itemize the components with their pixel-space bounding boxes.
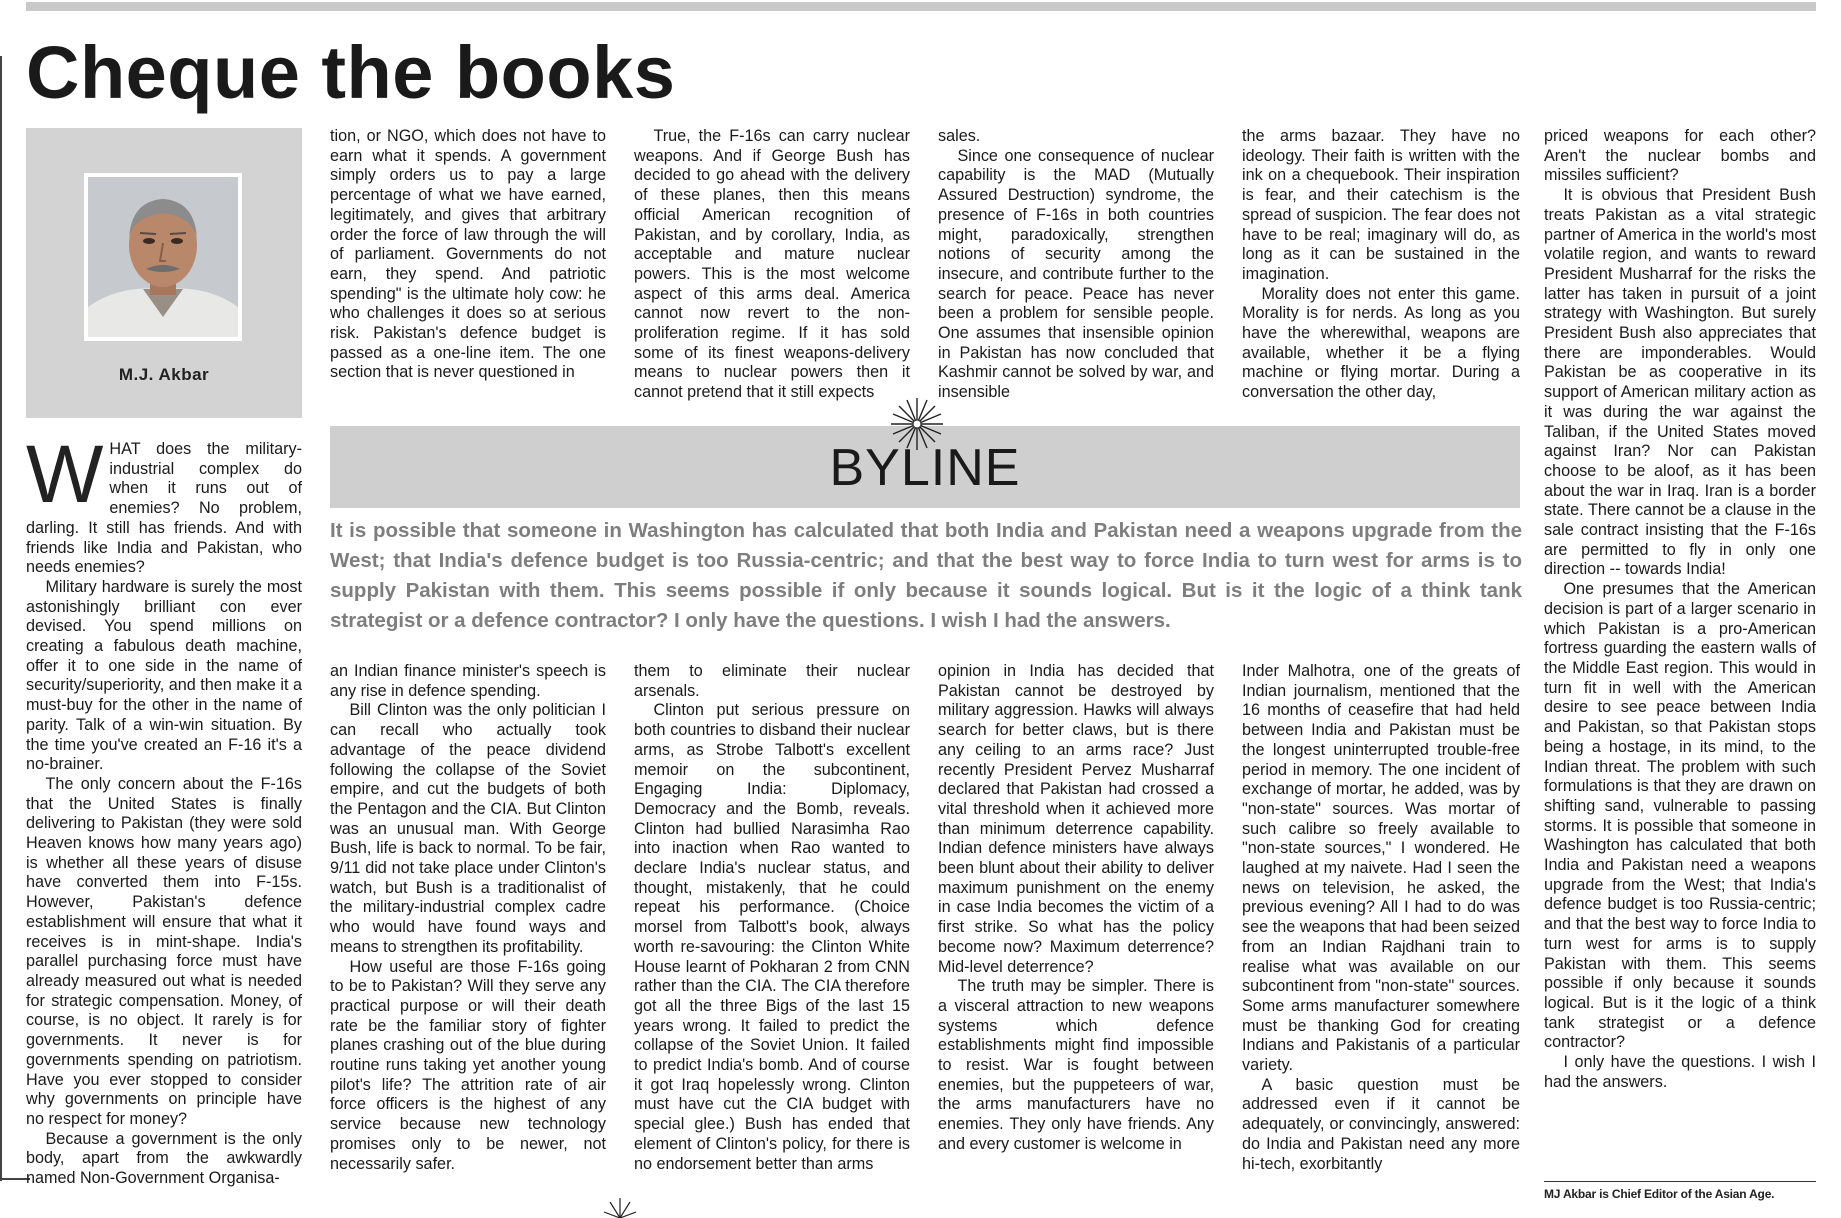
article-column-5-top — [1242, 127, 1520, 403]
paragraph: How useful are those F-16s going to be to Pakistan? Will they serve any practical purpose or will their death rate be the familiar story of fighter planes crashing out of the blue during routine runs taking yet another young pilot's life? The attrition rate of air force officers is the highest of any service because new technology promises only to be newer, not necessarily safer. — [330, 957, 606, 1173]
paragraph: Clinton put serious pressure on both countries to disband their nuclear arms, as Strobe Talbott's excellent memoir on the subcontinent, Engaging India: Diplomacy, Democracy and the Bomb, reveals. Clinton had bullied Narasimha Rao into inaction when Rao wanted to declare India's nuclear status, and thought, mistakenly, that he could repeat his performance. (Choice morsel from Talbott's book, always worth re-savouring: the Clinton White House learnt of Pokharan 2 from CNN rather than the CIA. The CIA therefore got all the three Bigs of the last 15 years wrong. It failed to predict the collapse of the Soviet Union. It failed to predict India's bomb. And of course it got Iraq hopelessly wrong. Clinton must have cut the CIA budget with special glee.) Bush has ended that element of Clinton's policy, for there is no endorsement better than arms — [634, 701, 910, 1173]
author-portrait-image — [88, 177, 238, 337]
paragraph: opinion in India has decided that Pakistan cannot be destroyed by military aggression. Hawks will always search for better claws, but is there any ceiling to an arms race? Just recently President Pervez Musharraf declared that Pakistan had crossed a vital threshold when it achieved more than minimum deterrence capability. Indian defence ministers have always been blunt about their ability to deliver maximum punishment on the enemy in case India becomes the victim of a first strike. So what has the policy become now? Maximum deterrence? Mid-level deterrence? — [938, 662, 1214, 976]
paragraph: The truth may be simpler. There is a visceral attraction to new weapons systems which defence establishments might find impossible to resist. War is fought between enemies, but the puppeteers of war, the arms manufacturers have no enemies. They only have friends. Any and every customer is welcome in — [938, 977, 1214, 1153]
article-column-5-bottom — [1242, 662, 1520, 1174]
section-label: BYLINE — [829, 439, 1021, 497]
paragraph: Military hardware is surely the most astonishingly brilliant con ever devised. You spend millions on creating a fabulous death machine, offer it to one side in the name of security/superiority, and then make it a must-buy for the other in the name of parity. Talk of a win-win situation. By the time you've created an F-16 it's a no-brainer. — [26, 577, 302, 774]
paragraph: tion, or NGO, which does not have to earn what it spends. A government simply orders us to pay a large percentage of what we have earned, legitimately, and gives that arbitrary order the force of law through the will of parliament. Governments do not earn, they spend. And patriotic spending" is the ultimate holy cow: he who challenges it does so at serious risk. Pakistan's defence budget is passed as a one-line item. The one section that is never questioned in — [330, 127, 606, 382]
author-photo — [84, 173, 242, 341]
paragraph: Because a government is the only body, apart from the awkwardly named Non-Government Organisa- — [26, 1129, 302, 1188]
starburst-icon — [889, 396, 945, 452]
pull-quote: It is possible that someone in Washington has calculated that both India and Pakistan need a weapons upgrade from the West; that India's defence budget is too Russia-centric; and that the best way to force India to turn west for arms is to supply Pakistan with them. This seems possible if only because it sounds logical. But is it the logic of a think tank strategist or a defence contractor? I only have the questions. I wish I had the answers. — [330, 519, 1522, 632]
top-rule — [26, 2, 1816, 11]
paragraph: It is obvious that President Bush treats Pakistan as a vital strategic partner of America in the world's most volatile region, and wants to reward President Musharraf for the risks the latter has taken in pursuit of a joint strategy with Washington. But surely President Bush also appreciates that there are imponderables. Would Pakistan be as cooperative in its support of American military action as it was during the war against the Taliban, if the United States moved against Iran? Nor can Pakistan choose to be aloof, as it has been about the war in Iraq. Iran is a border state. There cannot be a clause in the sale contract insisting that the F-16s are permitted to fly in only one direction -- towards India! — [1544, 186, 1816, 579]
article-column-3-top — [634, 127, 910, 403]
article-column-2-top — [330, 127, 606, 383]
headline: Cheque the books — [26, 31, 676, 114]
paragraph: True, the F-16s can carry nuclear weapons. And if George Bush has decided to go ahead with the delivery of these planes, then this means official American recognition of Pakistan, and by corollary, India, as acceptable and mature nuclear powers. This is the most welcome aspect of this arms deal. America cannot now revert to the non-proliferation regime. If it has sold some of its finest weapons-delivery means to nuclear powers then it cannot pretend that it still expects — [634, 127, 910, 402]
starburst-fragment-icon — [600, 1198, 640, 1218]
author-footnote: MJ Akbar is Chief Editor of the Asian Age. — [1544, 1187, 1775, 1201]
author-box — [26, 128, 302, 418]
paragraph: an Indian finance minister's speech is any rise in defence spending. — [330, 662, 606, 700]
left-border-rule — [0, 56, 2, 1181]
paragraph: Bill Clinton was the only politician I can recall who actually took advantage of the peace dividend following the collapse of the Soviet empire, and cut the budgets of both the Pentagon and the CIA. But Clinton was an unusual man. With George Bush, life is back to normal. To be fair, 9/11 did not take place under Clinton's watch, but Bush is a traditionalist of the military-industrial complex cadre who would have found ways and means to strengthen its profitability. — [330, 701, 606, 956]
paragraph: A basic question must be addressed even if it cannot be adequately, or convincingly, answered: do India and Pakistan need any more hi-tech, exorbitantly — [1242, 1075, 1520, 1173]
footnote-rule — [1544, 1181, 1816, 1182]
paragraph: sales. — [938, 127, 981, 145]
article-column-4-bottom — [938, 662, 1214, 1155]
paragraph: the arms bazaar. They have no ideology. Their faith is written with the ink on a chequebook. Their inspiration is fear, and their catechism is the spread of suspicion. The fear does not have to be real; imaginary will do, as long as it can be sustained in the imagination. — [1242, 127, 1520, 283]
article-column-6 — [1544, 127, 1816, 1092]
paragraph: Inder Malhotra, one of the greats of Indian journalism, mentioned that the 16 months of ceasefire that had held between India and Pakistan must be the longest uninterrupted trouble-free period in memory. The one incident of exchange of mortar, he added, was by "non-state" sources. Was mortar of such calibre so freely available to "non-state sources," I wondered. He laughed at my naivete. Had I seen the news on television, he asked, the previous evening? All I had to do was see the weapons that had been seized from an Indian Rajdhani train to realise what was available on our subcontinent from "non-state" sources. Some arms manufacturer somewhere must be thanking God for creating Indians and Pakistanis of a particular variety. — [1242, 662, 1520, 1075]
paragraph: The only concern about the F-16s that the United States is finally delivering to Pakistan (they were sold Heaven knows how many years ago) is whether all these years of disuse have converted them into F-15s. However, Pakistan's defence establishment will ensure that what it receives is in mint-shape. India's parallel purchasing force must have already measured out what is needed for strategic compensation. Money, of course, is no object. It rarely is for governments. It never is for governments spending on patriotism. Have you ever stopped to consider why governments on principle have no respect for money? — [26, 774, 302, 1128]
paragraph: I only have the questions. I wish I had the answers. — [1544, 1053, 1816, 1091]
paragraph: Since one consequence of nuclear capability is the MAD (Mutually Assured Destruction) syndrome, the presence of F-16s in both countries might, paradoxically, strengthen notions of security among the insecure, and contribute further to the search for peace. Peace has never been a problem for sensible people. One assumes that insensible opinion in Pakistan has now concluded that Kashmir cannot be solved by war, and insensible — [938, 146, 1214, 402]
article-column-2-bottom — [330, 662, 606, 1174]
paragraph: WHAT does the military-industrial complex do when it runs out of enemies? No problem, darling. It still has friends. And with friends like India and Pakistan, who needs enemies? — [26, 429, 302, 577]
paragraph: Morality does not enter this game. Morality is for nerds. As long as you have the wherewithal, weapons are available, whether it be a flying machine or flying mortar. During a conversation the other day, — [1242, 284, 1520, 402]
article-column-4-top — [938, 127, 1214, 403]
article-column-3-bottom — [634, 662, 910, 1174]
dropcap-letter: W — [26, 429, 104, 520]
article-column-1 — [26, 429, 302, 1189]
paragraph: priced weapons for each other? Aren't the nuclear bombs and missiles sufficient? — [1544, 127, 1816, 185]
author-name: M.J. Akbar — [118, 365, 210, 384]
paragraph: them to eliminate their nuclear arsenals. — [634, 662, 910, 700]
paragraph: One presumes that the American decision is part of a larger scenario in which Pakistan is a pro-American fortress guarding the eastern walls of the Middle East region. This would in turn fit in well with the American desire to see peace between India and Pakistan, so that Pakistan stops being a hostage, in its mind, to the Indian threat. The problem with such formulations is that they are drawn on shifting sand, vulnerable to passing storms. It is possible that someone in Washington has calculated that both India and Pakistan need a weapons upgrade from the West; that India's defence budget is too Russia-centric; and that the best way to force India to turn west for arms is to supply Pakistan with them. This seems possible if only because it sounds logical. But is it the logic of a think tank strategist or a defence contractor? — [1544, 580, 1816, 1052]
